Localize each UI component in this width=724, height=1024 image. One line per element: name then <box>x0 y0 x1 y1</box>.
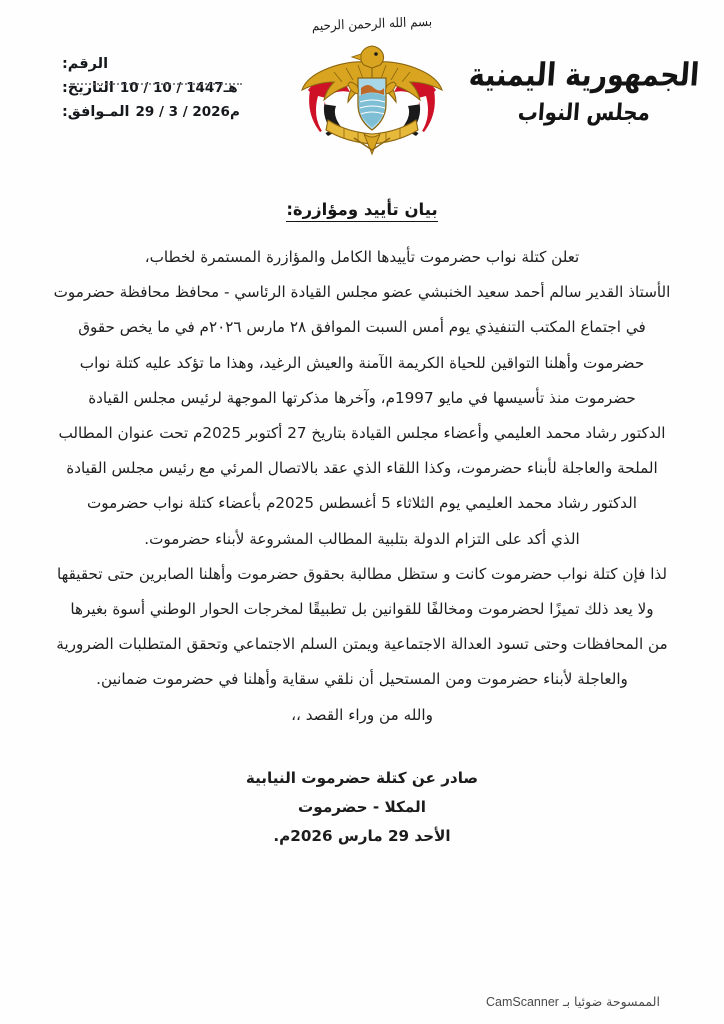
document-footer <box>0 991 724 1010</box>
body-line: الملحة والعاجلة لأبناء حضرموت، وكذا اللقاء الذي عقد بالاتصال المرئي مع رئيس مجلس القيادة <box>66 459 658 478</box>
signature-date: الأحد 29 مارس 2026م. <box>273 827 451 845</box>
council-name: مجلس النواب <box>516 98 652 127</box>
reference-number-label: الرقم: <box>62 56 109 72</box>
document-body <box>42 240 682 733</box>
hijri-date-value: 10 / 10 / 1447هـ <box>119 80 238 96</box>
body-line: في اجتماع المكتب التنفيذي يوم أمس السبت الموافق ٢٨ مارس ٢٠٢٦م في ما يخص حقوق <box>78 318 646 337</box>
signature-issuer: صادر عن كتلة حضرموت النيابية <box>245 769 479 787</box>
body-line: ولا يعد ذلك تميزًا لحضرموت ومخالفًا للقوانين بل تطبيقًا لمخرجات الحوار الوطني أسوة بغيرها <box>70 600 654 619</box>
body-line: الأستاذ القدير سالم أحمد سعيد الخنبشي عضو مجلس القيادة الرئاسي - محافظ محافظة حضرموت <box>53 283 671 302</box>
republic-title-block <box>466 57 702 127</box>
hijri-date-label: التاريخ: <box>62 80 114 96</box>
body-line: الدكتور رشاد محمد العليمي يوم الثلاثاء 5 أغسطس 2025م بأعضاء كتلة نواب حضرموت <box>87 494 637 513</box>
reference-dotted-line <box>70 83 242 85</box>
body-line: تعلن كتلة نواب حضرموت تأييدها الكامل والمؤازرة المستمرة لخطاب، <box>144 248 580 266</box>
gregorian-date-value: 29 / 3 / 2026م <box>135 104 240 120</box>
camscanner-watermark <box>486 994 660 1009</box>
document-title <box>0 200 724 219</box>
body-line: الدكتور رشاد محمد العليمي وأعضاء مجلس القيادة بتاريخ 27 أكتوبر 2025م تحت عنوان المطالب <box>58 424 666 443</box>
signature-place: المكلا - حضرموت <box>298 798 426 816</box>
body-line: حضرموت منذ تأسيسها في مايو 1997م، وآخرها مذكرتها الموجهة لرئيس مجلس القيادة <box>88 388 636 407</box>
body-line: حضرموت وأهلنا التواقين للحياة الكريمة الآمنة والعيش الرغيد، وهذا ما تؤكد عليه كتلة نواب <box>79 353 645 372</box>
document-title-text: بيان تأييد ومؤازرة: <box>286 200 437 222</box>
camscanner-brand: CamScanner <box>486 995 559 1009</box>
republic-name: الجمهورية اليمنية <box>467 57 701 94</box>
body-line: لذا فإن كتلة نواب حضرموت كانت و ستظل مطالبة بحقوق حضرموت وأهلنا الصابرين حتى تحقيقها <box>56 564 668 583</box>
document-header <box>0 0 724 180</box>
basmala-text: بسم الله الرحمن الرحيم <box>311 14 433 35</box>
reference-number-row <box>62 56 297 80</box>
gregorian-date-row <box>62 104 297 128</box>
gregorian-date-label: المـوافق: <box>62 104 130 120</box>
body-line: والله من وراء القصد ،، <box>291 705 433 724</box>
yemen-eagle-emblem-icon <box>296 38 448 160</box>
emblem-block <box>296 14 448 172</box>
signature-block <box>0 764 724 851</box>
reference-block <box>62 56 297 128</box>
camscanner-label-ar: الممسوحة ضوئيا بـ <box>562 994 660 1009</box>
body-line: من المحافظات وحتى تسود العدالة الاجتماعية ويمتن السلم الاجتماعي وتحقق المتطلبات الضرورية <box>56 635 668 654</box>
body-line: والعاجلة لأبناء حضرموت ومن المستحيل أن نلقي سقاية وأهلنا في حضرموت ضمانين. <box>96 670 628 689</box>
body-line: الذي أكد على التزام الدولة بتلبية المطالب المشروعة لأبناء حضرموت. <box>144 529 580 548</box>
